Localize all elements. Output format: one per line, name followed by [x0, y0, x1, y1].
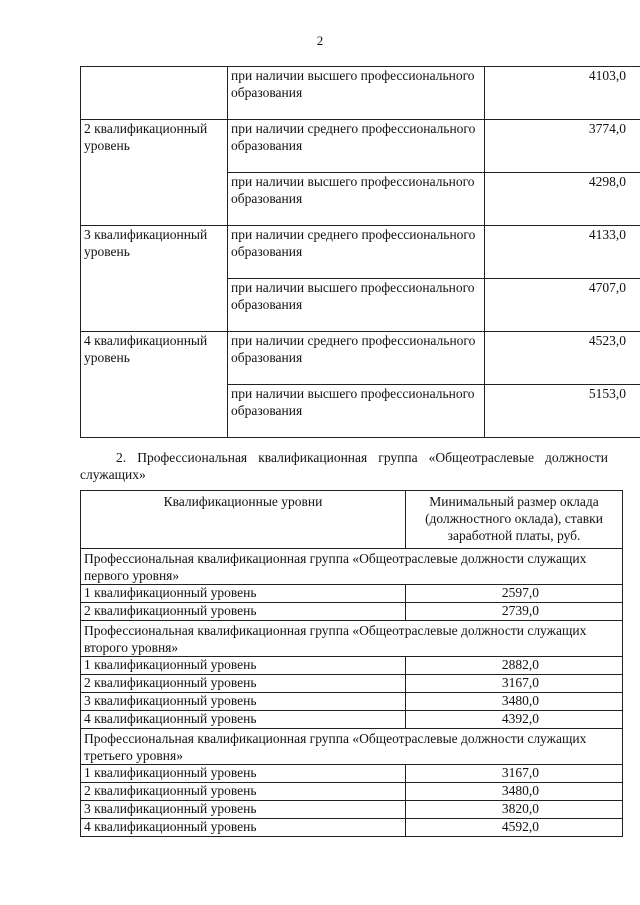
table-row [81, 819, 623, 837]
value-cell: 2739,0 [406, 603, 623, 621]
value-cell: 4592,0 [406, 819, 623, 837]
group-title: Профессиональная квалификационная группа «Общеотраслевые должности служащих второго уровня» [81, 621, 623, 657]
condition-cell: при наличии среднего профессионального образования [228, 120, 485, 173]
table-row [81, 765, 623, 783]
level-cell: 1 квалификационный уровень [81, 585, 406, 603]
table-row [81, 801, 623, 819]
group-title: Профессиональная квалификационная группа «Общеотраслевые должности служащих третьего уровня» [81, 729, 623, 765]
value-cell: 4707,0 [485, 279, 640, 332]
level-cell: 2 квалификационный уровень [81, 603, 406, 621]
table-row [81, 711, 623, 729]
level-cell: 4 квалификационный уровень [81, 819, 406, 837]
level-cell: 1 квалификационный уровень [81, 657, 406, 675]
section-heading-text: 2. Профессиональная квалификационная группа «Общеотраслевые должности служащих» [80, 450, 608, 482]
condition-cell: при наличии высшего профессионального образования [228, 67, 485, 120]
level-cell: 3 квалификационный уровень [81, 226, 228, 332]
section-heading [80, 449, 608, 483]
value-cell: 3774,0 [485, 120, 640, 173]
table-header-row [81, 491, 623, 549]
table-row [81, 120, 640, 173]
header-levels: Квалификационные уровни [81, 491, 406, 549]
group-row [81, 549, 623, 585]
group-title: Профессиональная квалификационная группа «Общеотраслевые должности служащих первого уровня» [81, 549, 623, 585]
condition-cell: при наличии высшего профессионального образования [228, 385, 485, 438]
condition-cell: при наличии высшего профессионального образования [228, 279, 485, 332]
value-cell: 4523,0 [485, 332, 640, 385]
table-row [81, 783, 623, 801]
value-cell: 3167,0 [406, 765, 623, 783]
salary-table [80, 490, 623, 837]
value-cell: 3167,0 [406, 675, 623, 693]
value-cell: 4133,0 [485, 226, 640, 279]
value-cell: 2597,0 [406, 585, 623, 603]
table-row [81, 675, 623, 693]
level-cell: 4 квалификационный уровень [81, 711, 406, 729]
level-cell: 1 квалификационный уровень [81, 765, 406, 783]
value-cell: 2882,0 [406, 657, 623, 675]
value-cell: 4298,0 [485, 173, 640, 226]
group-row [81, 729, 623, 765]
level-cell: 2 квалификационный уровень [81, 120, 228, 226]
value-cell: 3480,0 [406, 783, 623, 801]
table-row [81, 657, 623, 675]
header-salary: Минимальный размер оклада (должностного оклада), ставки заработной платы, руб. [406, 491, 623, 549]
value-cell: 4392,0 [406, 711, 623, 729]
table-row [81, 226, 640, 279]
table-row [81, 603, 623, 621]
condition-cell: при наличии среднего профессионального образования [228, 226, 485, 279]
value-cell: 3480,0 [406, 693, 623, 711]
table-row [81, 693, 623, 711]
value-cell: 3820,0 [406, 801, 623, 819]
condition-cell: при наличии среднего профессионального образования [228, 332, 485, 385]
value-cell: 5153,0 [485, 385, 640, 438]
table-row [81, 585, 623, 603]
level-cell: 4 квалификационный уровень [81, 332, 228, 438]
level-cell: 2 квалификационный уровень [81, 675, 406, 693]
condition-cell: при наличии высшего профессионального образования [228, 173, 485, 226]
table-row [81, 67, 640, 120]
salary-table-continued [80, 66, 640, 438]
value-cell: 4103,0 [485, 67, 640, 120]
level-cell [81, 67, 228, 120]
level-cell: 2 квалификационный уровень [81, 783, 406, 801]
group-row [81, 621, 623, 657]
level-cell: 3 квалификационный уровень [81, 693, 406, 711]
table-row [81, 332, 640, 385]
page-number: 2 [316, 33, 324, 48]
level-cell: 3 квалификационный уровень [81, 801, 406, 819]
